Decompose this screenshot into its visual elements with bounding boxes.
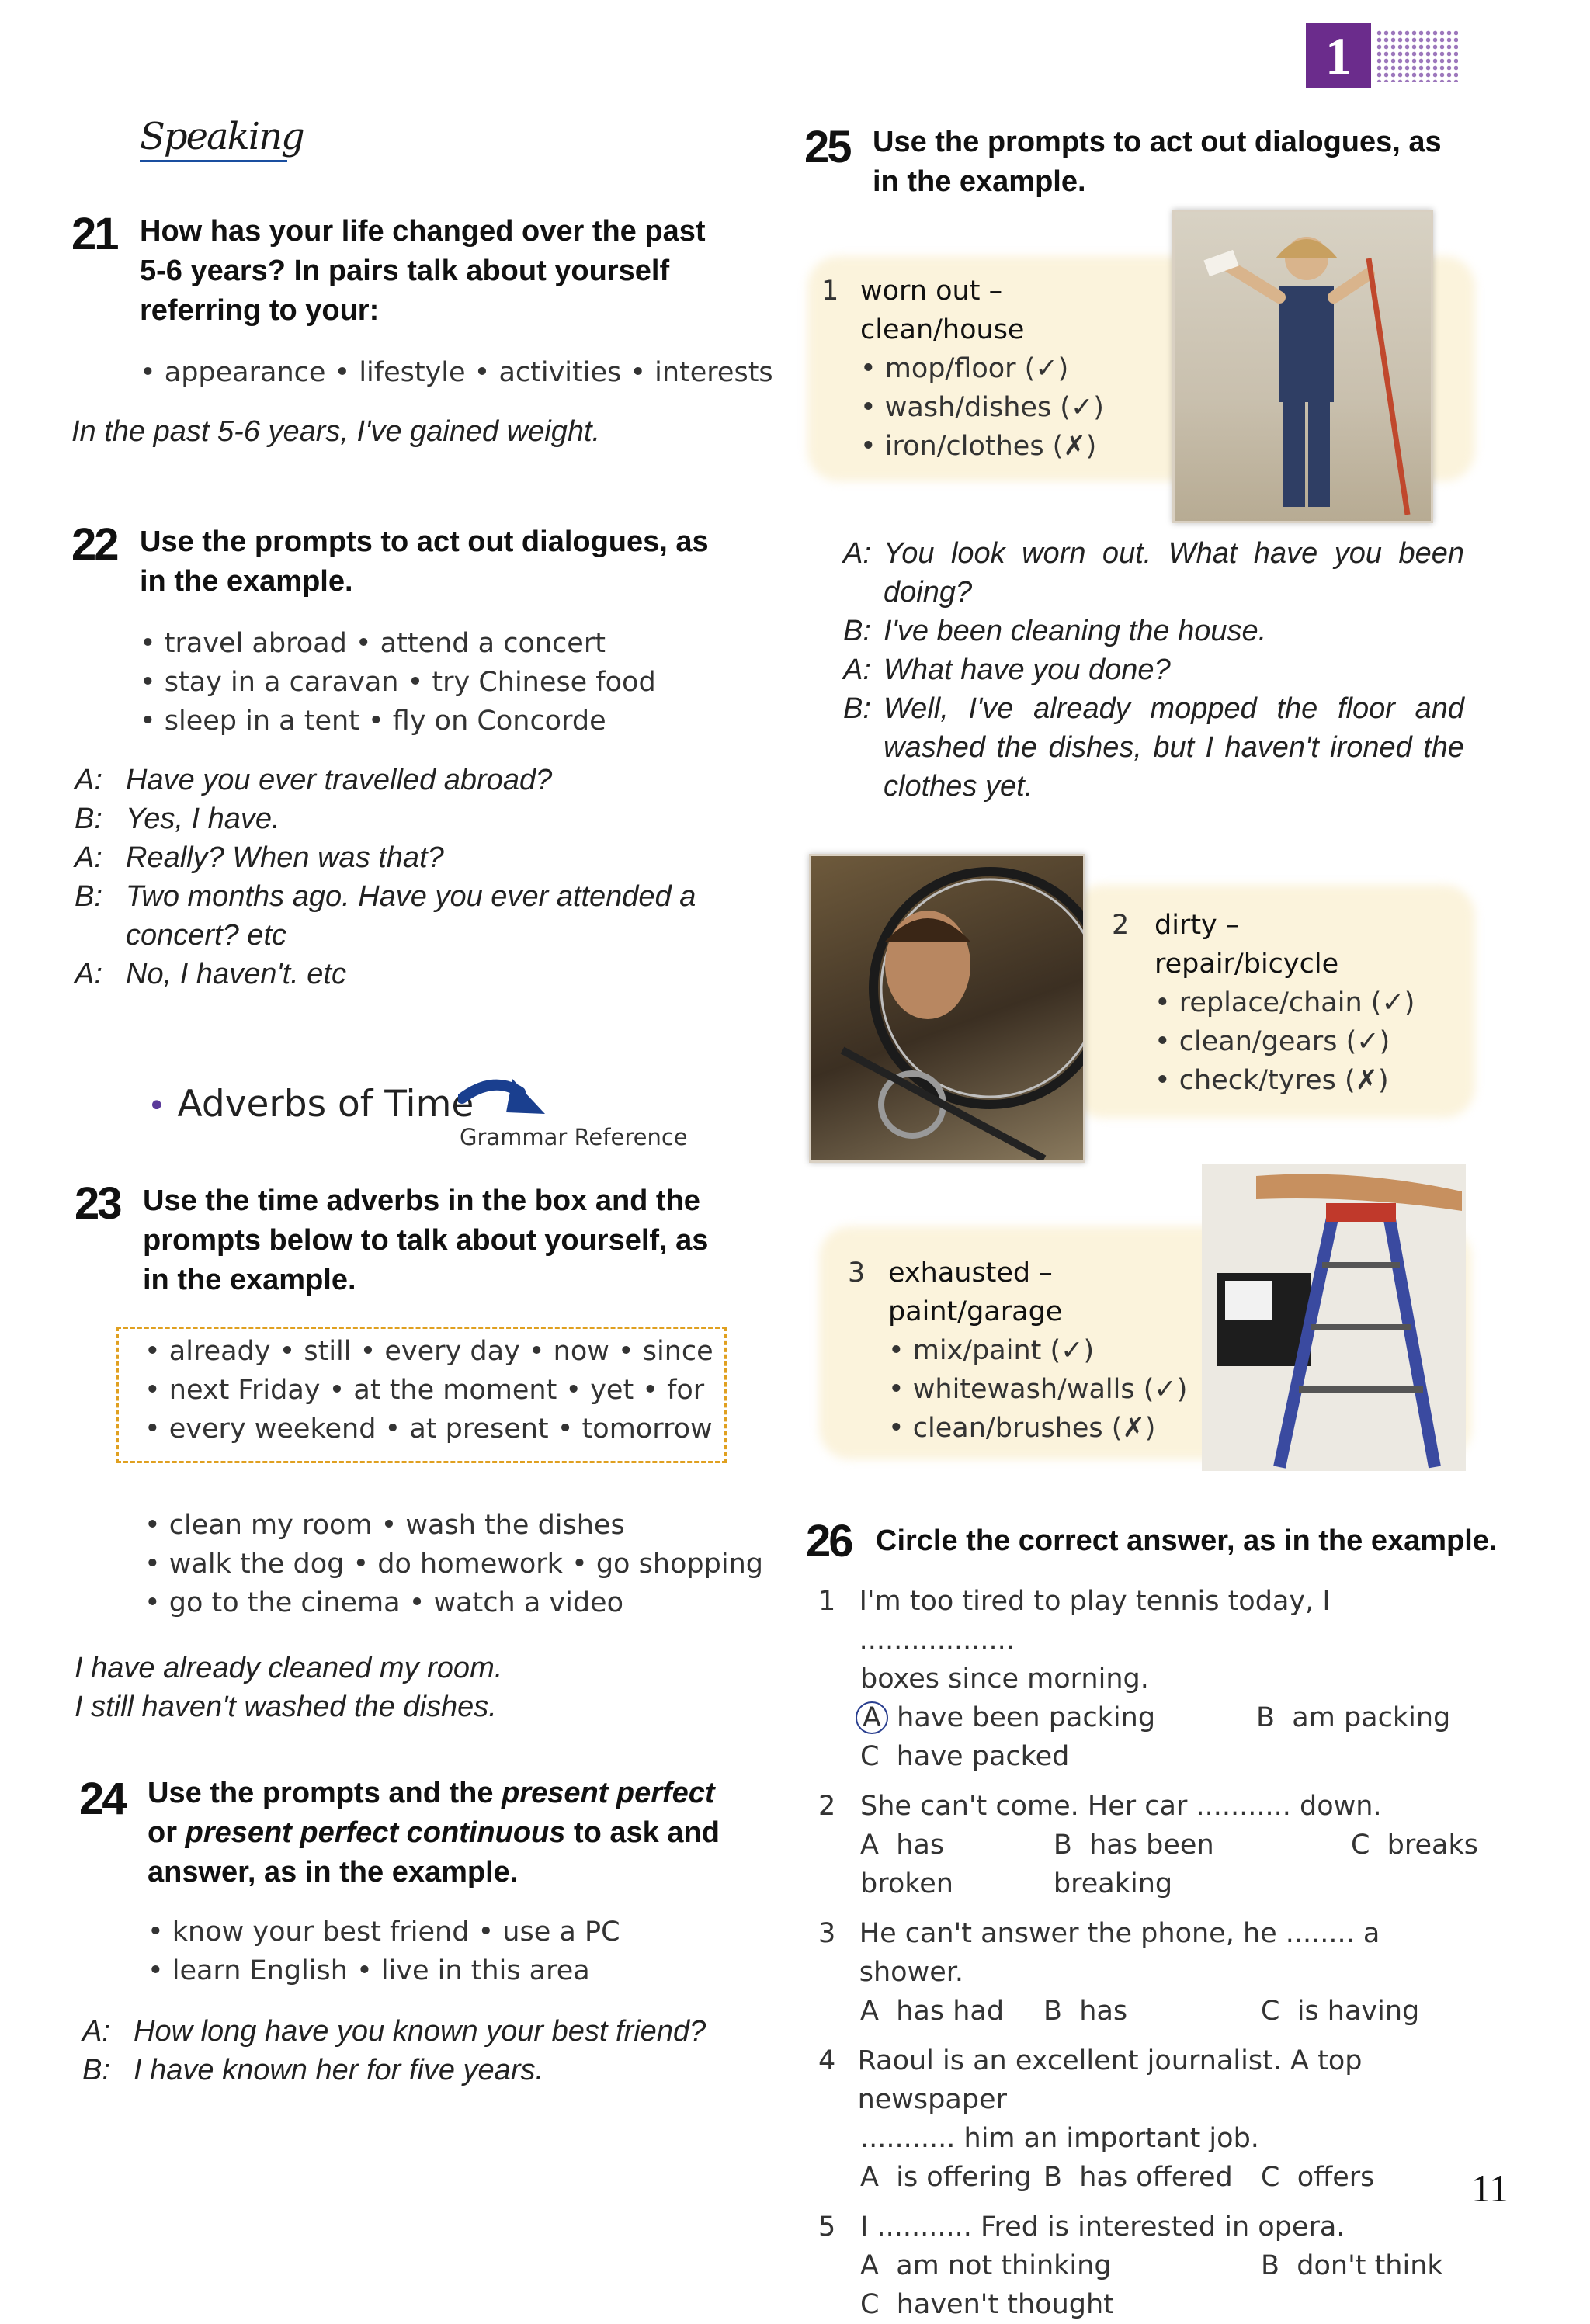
dialogue-line: A: Have you ever travelled abroad? [75, 764, 553, 796]
q3-option-b[interactable]: B has [1043, 1996, 1128, 2027]
card2-prompts: 2 dirty – repair/bicycle • replace/chain (✓) • clean/gears (✓) • check/tyres (✗) [1112, 910, 1415, 1096]
ladder-paint-icon [1202, 1164, 1466, 1471]
grammar-reference-arrow-icon [458, 1075, 551, 1122]
grammar-reference-label[interactable]: Grammar Reference [460, 1124, 688, 1150]
q1-option-b[interactable]: B am packing [1256, 1702, 1451, 1733]
speaking-heading: Speaking [140, 115, 304, 162]
q5-option-b[interactable]: B don't think [1261, 2250, 1443, 2281]
ex22-dialogue [75, 761, 711, 994]
woman-figure-icon [1175, 212, 1431, 521]
card3-prompts: 3 exhausted – paint/garage • mix/paint (✓) • whitewash/walls (✓) • clean/brushes (✗) [848, 1257, 1188, 1444]
prompt-line: • clean my room • wash the dishes [144, 1510, 625, 1541]
prompt-line: • stay in a caravan • try Chinese food [140, 667, 656, 698]
q2-option-c[interactable]: C breaks [1350, 1830, 1478, 1861]
q1-option-a[interactable]: A have been packing [856, 1698, 1256, 1737]
ex25-instruction: Use the prompts to act out dialogues, as in the example. [873, 126, 1442, 198]
prompt-line: • travel abroad • attend a concert [140, 628, 606, 659]
page-number: 11 [1471, 2166, 1509, 2210]
dialogue-line: B: Yes, I have. [75, 803, 280, 835]
ex23-examples [75, 1649, 502, 1726]
dialogue-line: A: Really? When was that? [75, 841, 444, 874]
ex25-dialogue [843, 534, 1464, 806]
card1-photo-woman-cleaning [1172, 210, 1433, 523]
q1-option-c[interactable]: C have packed [860, 1741, 1070, 1772]
box-line: • already • still • every day • now • since [144, 1336, 713, 1367]
example-line: I have already cleaned my room. [75, 1652, 503, 1684]
ex23-number: 23 [75, 1178, 120, 1229]
box-line: • every weekend • at present • tomorrow [144, 1413, 713, 1445]
prompt-line: • go to the cinema • watch a video [144, 1587, 623, 1618]
card3-photo-painting-ladder [1202, 1164, 1466, 1471]
adverbs-bullet: • [148, 1088, 166, 1124]
dialogue-line: A: No, I haven't. etc [75, 958, 346, 990]
adverbs-heading: • Adverbs of Time [148, 1083, 474, 1126]
prompt-line: • sleep in a tent • fly on Concorde [140, 706, 606, 737]
unit-number: 1 [1306, 23, 1371, 88]
q5-option-a[interactable]: A am not thinking [860, 2250, 1112, 2281]
question-4: 4 Raoul is an excellent journalist. A top newspaper [818, 2045, 1363, 2115]
ex21-instruction: How has your life changed over the past 5-6 years? In pairs talk about yourself referring to your: [140, 215, 706, 327]
unit-badge [1306, 23, 1461, 88]
dialogue-line: A: You look worn out. What have you been doing? [843, 537, 1464, 609]
q4-option-c[interactable]: C offers [1261, 2162, 1375, 2193]
ex24-instruction: Use the prompts and the present perfect or present perfect continuous to ask and answer, as in the example. [148, 1777, 720, 1889]
question-1: 1 I'm too tired to play tennis today, I .................. [818, 1586, 1331, 1656]
adverbs-box-content [144, 1332, 713, 1448]
speaking-underline [140, 160, 287, 162]
ex23-prompts [144, 1506, 763, 1622]
circled-answer: A [856, 1701, 888, 1734]
q4-option-a[interactable]: A is offering [860, 2162, 1032, 2193]
prompt-line: • walk the dog • do homework • go shopping [144, 1549, 763, 1580]
ex26-number: 26 [806, 1516, 852, 1566]
ex26-instruction: Circle the correct answer, as in the example. [876, 1524, 1498, 1557]
question-2: 2 She can't come. Her car ........... down. [818, 1791, 1382, 1822]
q5-option-c[interactable]: C haven't thought [860, 2289, 1114, 2320]
ex22-number: 22 [71, 519, 117, 570]
box-line: • next Friday • at the moment • yet • for [144, 1375, 705, 1406]
prompt-line: • learn English • live in this area [148, 1955, 590, 1986]
dialogue-line: A: What have you done? [843, 654, 1171, 686]
ex24-prompts [148, 1913, 620, 1990]
ex26-questions: 1 I'm too tired to play tennis today, I .................. boxes since morning. A have been packing B am packing C have packed 2 She can't come. Her car ........... down. A has broken B has been breaking C breaks 3 He can't answer the phone, he ........ a shower. A has had B has C is having 4 Raoul is an excellent journalist. A top newspaper ........... him an important job. A is offering B has offered C offers 5 I ........... Fred is interested in opera. A am not thinking B don't think C haven't thought [818, 1582, 1478, 2324]
question-3: 3 He can't answer the phone, he ........ a shower. [818, 1918, 1380, 1988]
q2-option-a[interactable]: A has broken [860, 1830, 953, 1899]
ex24-dialogue [82, 2012, 719, 2090]
bicycle-wheel-icon [811, 856, 1083, 1160]
q2-option-b[interactable]: B has been breaking [1053, 1830, 1214, 1899]
ex21-number: 21 [71, 209, 117, 259]
dialogue-line: B: Two months ago. Have you ever attended a concert? etc [75, 880, 696, 952]
ex22-prompts [140, 624, 656, 741]
card1-prompts: 1 worn out – clean/house • mop/floor (✓) • wash/dishes (✓) • iron/clothes (✗) [821, 276, 1104, 462]
ex21-example: In the past 5-6 years, I've gained weight. [71, 415, 601, 448]
ex23-instruction: Use the time adverbs in the box and the prompts below to talk about yourself, as in the example. [143, 1185, 709, 1296]
question-5: 5 I ........... Fred is interested in opera. [818, 2211, 1345, 2242]
dialogue-line: B: I have known her for five years. [82, 2054, 544, 2086]
ex24-number: 24 [79, 1774, 125, 1824]
q4-option-b[interactable]: B has offered [1043, 2162, 1233, 2193]
ex22-instruction: Use the prompts to act out dialogues, as in the example. [140, 526, 709, 598]
unit-dot-pattern [1376, 29, 1458, 82]
q3-option-c[interactable]: C is having [1261, 1996, 1420, 2027]
dialogue-line: B: Well, I've already mopped the floor and washed the dishes, but I haven't ironed the clothes yet. [843, 692, 1464, 803]
q3-option-a[interactable]: A has had [860, 1996, 1005, 2027]
prompt-line: • know your best friend • use a PC [148, 1916, 620, 1948]
ex21-prompts: • appearance • lifestyle • activities • interests [140, 357, 773, 388]
dialogue-line: B: I've been cleaning the house. [843, 615, 1267, 647]
dialogue-line: A: How long have you known your best friend? [82, 2015, 706, 2048]
example-line: I still haven't washed the dishes. [75, 1691, 497, 1723]
card2-photo-man-bicycle [809, 854, 1085, 1163]
ex25-number: 25 [804, 122, 850, 172]
